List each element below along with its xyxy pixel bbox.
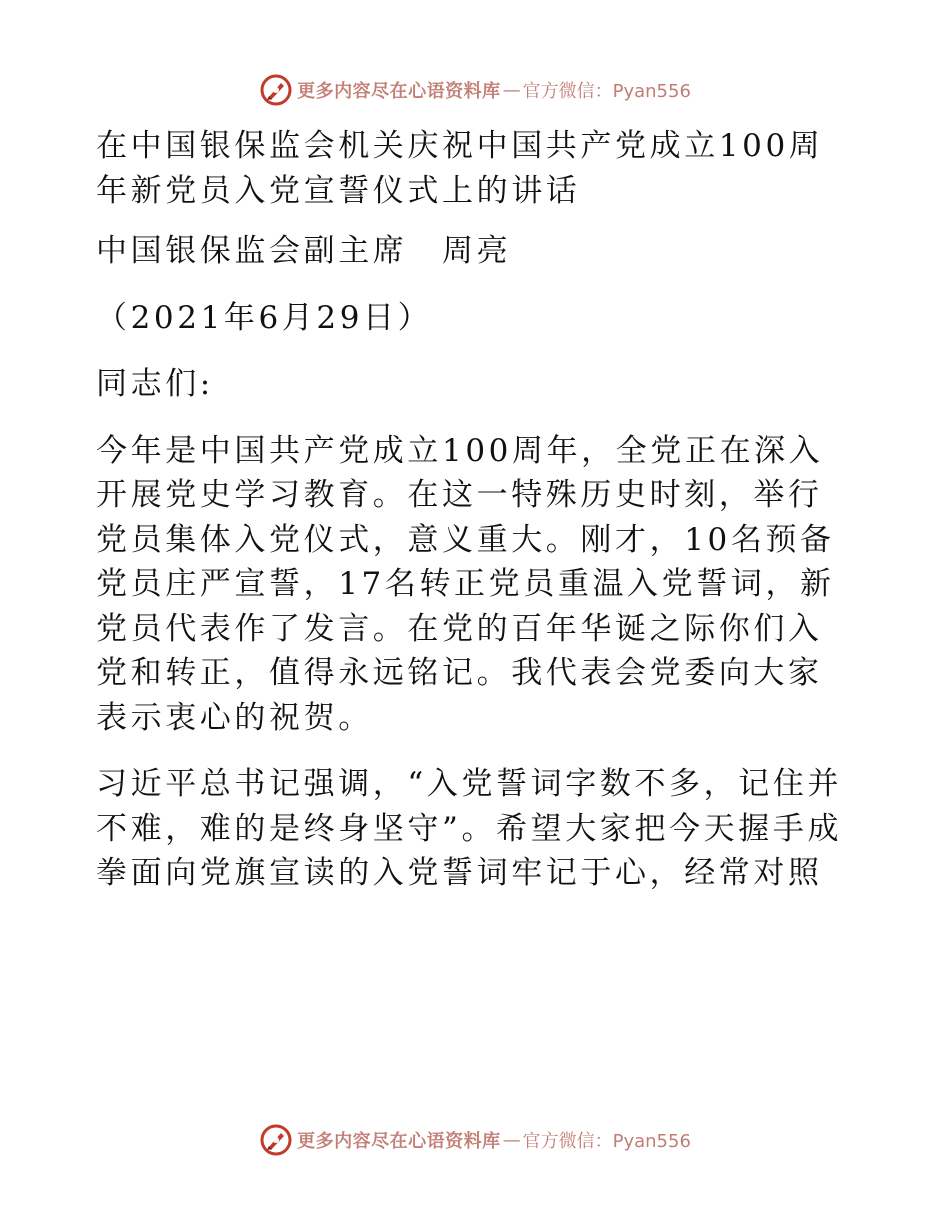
watermark-dash: —: [502, 1129, 521, 1151]
document-author: 中国银保监会副主席 周亮: [96, 233, 512, 269]
watermark-site-text: 更多内容尽在心语资料库: [297, 1131, 501, 1152]
pen-logo-icon: [259, 73, 293, 107]
paragraph-1: 今年是中国共产党成立100周年，全党正在深入开展党史学习教育。在这一特殊历史时刻，举行党员集体入党仪式，意义重大。刚才，10名预备党员庄严宣誓，17名转正党员重温入党誓词，新党员代表作了发言。在党的百年华诞之际你们入党和转正，值得永远铭记。我代表会党委向大家表示衷心的祝贺。: [96, 432, 835, 736]
watermark-contact: 官方微信：Pyan556: [522, 81, 691, 102]
watermark-footer: [0, 1120, 950, 1160]
document-date: （2021年6月29日）: [96, 299, 433, 336]
watermark-site-text: 更多内容尽在心语资料库: [297, 81, 501, 102]
watermark-header: [0, 70, 950, 110]
document-greeting: 同志们:: [96, 366, 214, 402]
document-title: 在中国银保监会机关庆祝中国共产党成立100周年新党员入党宣誓仪式上的讲话: [96, 128, 824, 209]
watermark-dash: —: [502, 79, 521, 101]
document-body: [96, 124, 856, 896]
paragraph-2: 习近平总书记强调，“入党誓词字数不多，记住并不难，难的是终身坚守”。希望大家把今天握手成拳面向党旗宣读的入党誓词牢记于心，经常对照: [96, 766, 843, 891]
pen-logo-icon: [259, 1123, 293, 1157]
watermark-contact: 官方微信：Pyan556: [522, 1131, 691, 1152]
